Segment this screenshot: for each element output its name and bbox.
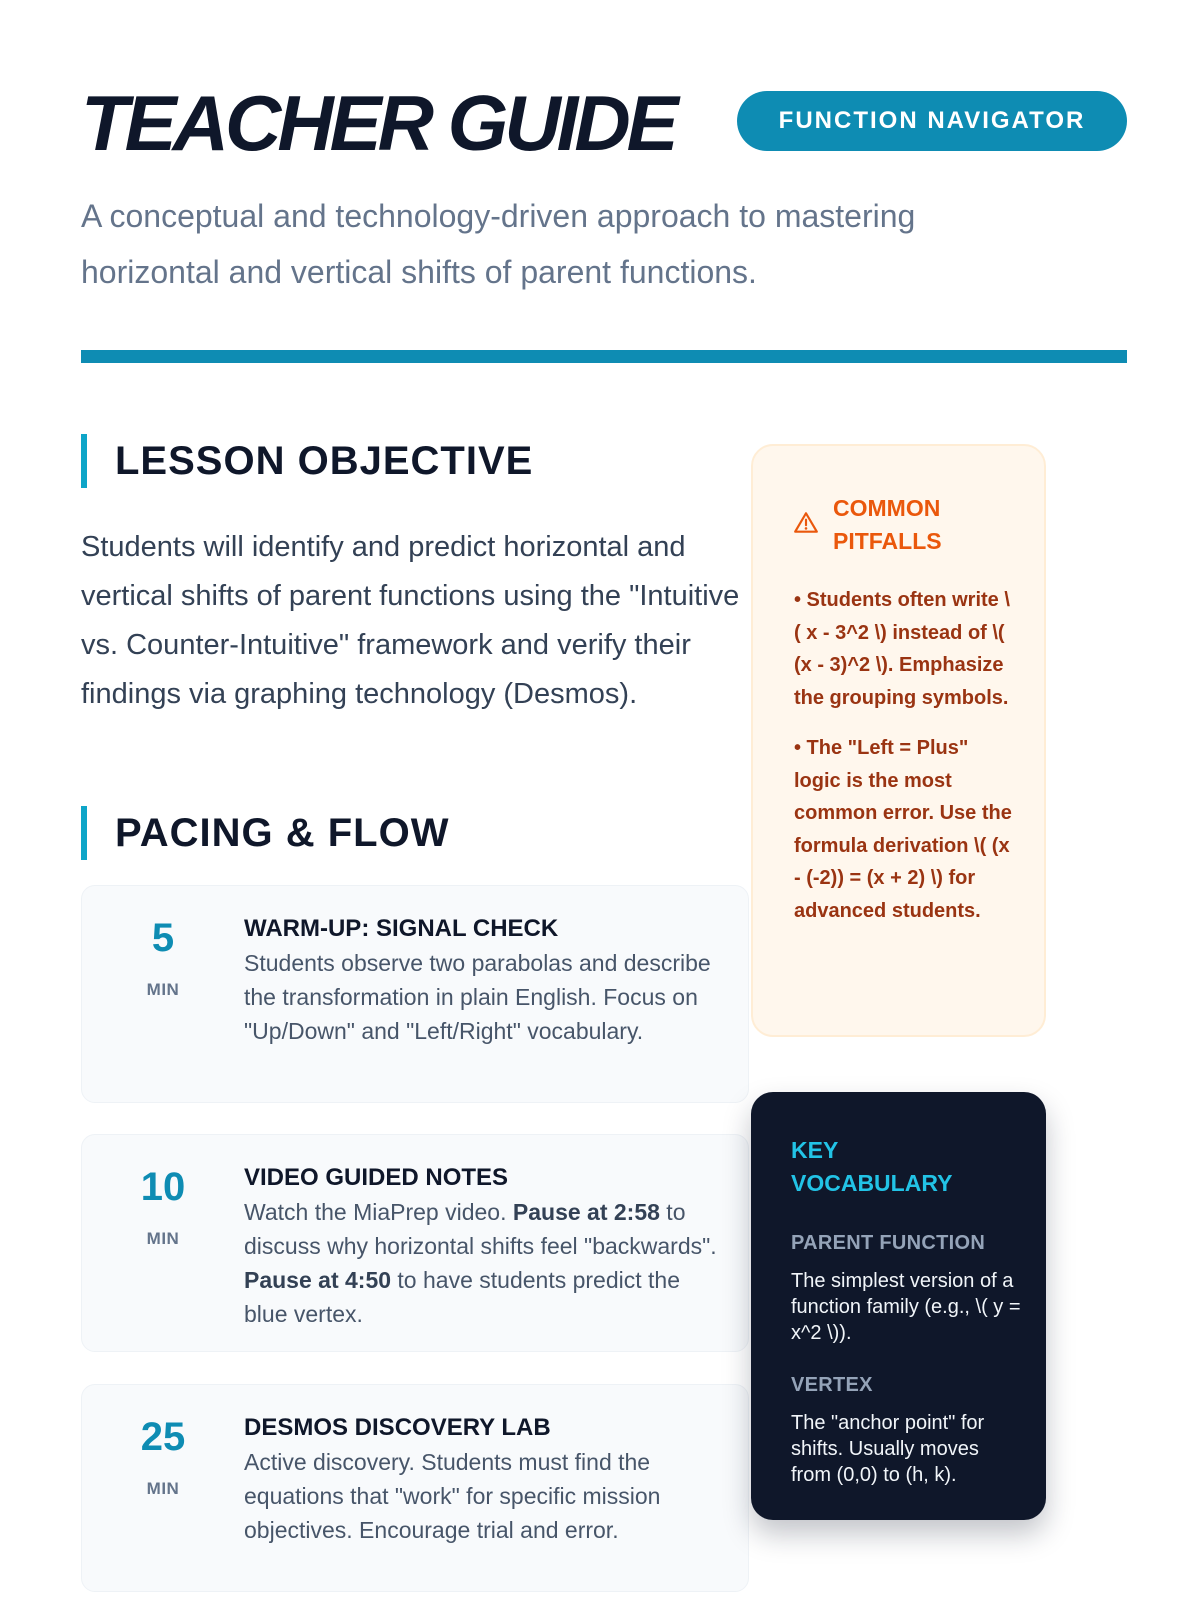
pitfalls-title: COMMON PITFALLS [833,495,942,554]
vocab-term: PARENT FUNCTION [791,1232,986,1254]
header-divider [81,350,1127,363]
pause-marker-1: Pause at 2:58 [512,1199,660,1225]
header [81,78,1127,168]
card-minutes-unit: MIN [146,1479,180,1498]
vocab-definition: The simplest version of a function family (e.g., \( y = x^2 \)). [791,1270,1021,1344]
common-pitfalls-panel [751,444,1046,1037]
vocabulary-title: KEY VOCABULARY [791,1137,953,1196]
card-text: Students observe two parabolas and describe the transformation in plain English. Focus on "Up/Down" and "Left/Right" vocabulary. [244,950,711,1044]
pause-marker-2: Pause at 4:50 [244,1267,392,1293]
pacing-card-video-notes [81,1134,749,1352]
card-minutes: 10 [140,1165,186,1209]
lesson-objective-heading: LESSON OBJECTIVE [81,434,781,488]
pacing-heading: PACING & FLOW [81,806,781,860]
warning-triangle-icon [793,510,819,536]
vocab-term: VERTEX [791,1374,873,1396]
pitfall-item: • The "Left = Plus" logic is the most common error. Use the formula derivation \( (x - (-2)) = (x + 2) \) for advanced students. [794,737,1012,922]
lesson-objective-text: Students will identify and predict horizontal and vertical shifts of parent functions using the "Intuitive vs. Counter-Intuitive" framework and verify their findings via graphing technology (Desmos). [81,531,740,710]
card-text [244,1195,724,1331]
card-minutes: 25 [140,1415,186,1459]
pitfalls-list [794,584,1014,945]
card-text-part: Watch the MiaPrep video. [244,1199,513,1225]
pacing-card-warm-up [81,885,749,1103]
card-minutes: 5 [151,916,175,960]
card-text-part: to have students predict the blue vertex. [244,1267,680,1327]
card-title: WARM-UP: SIGNAL CHECK [244,915,559,942]
page-subtitle: A conceptual and technology-driven approach to mastering horizontal and vertical shifts of parent functions. [81,198,916,290]
key-vocabulary-panel [751,1092,1046,1520]
vocab-definition: The "anchor point" for shifts. Usually moves from (0,0) to (h, k). [791,1412,985,1486]
function-navigator-badge: FUNCTION NAVIGATOR [737,91,1127,151]
card-title: DESMOS DISCOVERY LAB [244,1414,551,1441]
pacing-card-desmos-lab [81,1384,749,1592]
card-minutes-unit: MIN [146,980,180,999]
card-minutes-unit: MIN [146,1229,180,1248]
card-text: Active discovery. Students must find the equations that "work" for specific mission objectives. Encourage trial and error. [244,1449,661,1543]
card-title: VIDEO GUIDED NOTES [244,1164,509,1191]
card-text-part: to discuss why horizontal shifts feel "backwards". [244,1199,717,1259]
page-title: TEACHER GUIDE [81,79,675,167]
pitfall-item: • Students often write \( x - 3^2 \) instead of \( (x - 3)^2 \). Emphasize the grouping symbols. [794,589,1010,709]
